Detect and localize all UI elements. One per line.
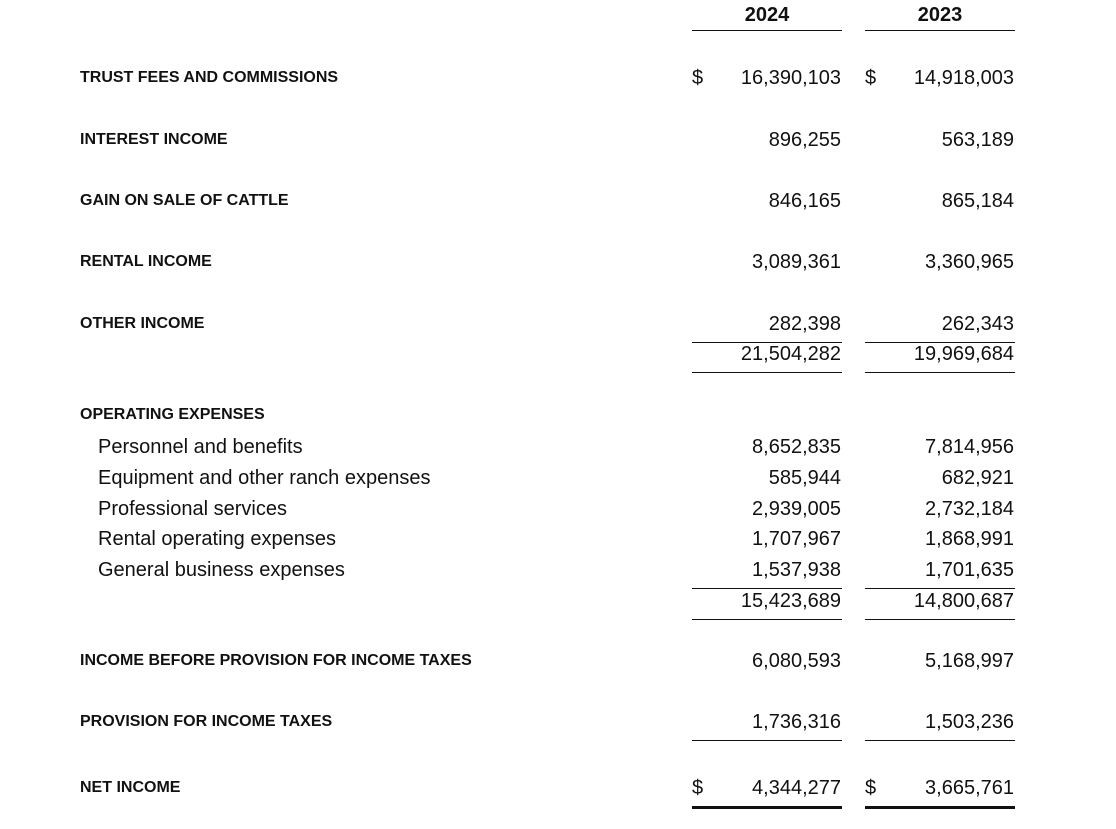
row-label: OPERATING EXPENSES xyxy=(80,406,265,423)
row-label: Personnel and benefits xyxy=(98,436,303,458)
amount: 2,732,184 xyxy=(925,498,1014,520)
amount: 8,652,835 xyxy=(752,436,841,458)
value-cell-2024 xyxy=(692,649,842,673)
amount: 4,344,277 xyxy=(752,777,841,799)
column-header-2024: 2024 xyxy=(692,4,842,31)
amount: 846,165 xyxy=(768,190,841,212)
row-label: General business expenses xyxy=(98,559,345,581)
row-label: PROVISION FOR INCOME TAXES xyxy=(80,713,333,730)
amount: 19,969,684 xyxy=(913,343,1014,365)
value-cell-2023 xyxy=(865,189,1015,213)
amount: 896,255 xyxy=(768,129,841,151)
amount: 1,701,635 xyxy=(925,559,1014,581)
value-cell-2023 xyxy=(865,527,1015,551)
currency-symbol: $ xyxy=(692,777,704,799)
statement-row xyxy=(0,649,1116,673)
value-cell-2023 xyxy=(865,710,1015,741)
row-label: INTEREST INCOME xyxy=(80,131,228,148)
statement-row xyxy=(0,250,1116,274)
amount: 1,503,236 xyxy=(925,711,1014,733)
statement-row xyxy=(0,710,1116,734)
amount: 2,939,005 xyxy=(752,498,841,520)
amount: 585,944 xyxy=(768,467,841,489)
amount: 21,504,282 xyxy=(740,343,841,365)
value-cell-2024 xyxy=(692,435,842,459)
row-label: RENTAL INCOME xyxy=(80,253,212,270)
value-cell-2023 xyxy=(865,312,1015,343)
value-cell-2023 xyxy=(865,66,1015,90)
row-label: Rental operating expenses xyxy=(98,528,336,550)
value-cell-2023 xyxy=(865,589,1015,620)
value-cell-2023 xyxy=(865,466,1015,490)
value-cell-2024 xyxy=(692,497,842,521)
value-cell-2024 xyxy=(692,589,842,620)
amount: 14,918,003 xyxy=(913,67,1014,89)
amount: 5,168,997 xyxy=(925,650,1014,672)
row-label: Equipment and other ranch expenses xyxy=(98,467,431,489)
value-cell-2024 xyxy=(692,312,842,343)
amount: 15,423,689 xyxy=(740,590,841,612)
value-cell-2023 xyxy=(865,497,1015,521)
column-header-2023: 2023 xyxy=(865,4,1015,31)
amount: 16,390,103 xyxy=(740,67,841,89)
value-cell-2024 xyxy=(692,558,842,589)
statement-row xyxy=(0,403,1116,427)
statement-row xyxy=(0,66,1116,90)
amount: 282,398 xyxy=(768,313,841,335)
row-label: INCOME BEFORE PROVISION FOR INCOME TAXES xyxy=(80,652,472,669)
amount: 1,707,967 xyxy=(752,528,841,550)
amount: 563,189 xyxy=(941,129,1014,151)
amount: 682,921 xyxy=(941,467,1014,489)
value-cell-2023 xyxy=(865,128,1015,152)
value-cell-2023 xyxy=(865,558,1015,589)
value-cell-2024 xyxy=(692,250,842,274)
amount: 3,665,761 xyxy=(925,777,1014,799)
value-cell-2023 xyxy=(865,342,1015,373)
statement-row xyxy=(0,776,1116,800)
statement-row xyxy=(0,558,1116,582)
amount: 1,537,938 xyxy=(752,559,841,581)
statement-row xyxy=(0,466,1116,490)
amount: 1,868,991 xyxy=(925,528,1014,550)
statement-row xyxy=(0,527,1116,551)
value-cell-2024 xyxy=(692,776,842,809)
amount: 3,360,965 xyxy=(925,251,1014,273)
statement-row xyxy=(0,342,1116,366)
statement-row xyxy=(0,312,1116,336)
value-cell-2023 xyxy=(865,250,1015,274)
row-label: TRUST FEES AND COMMISSIONS xyxy=(80,69,339,86)
amount: 1,736,316 xyxy=(752,711,841,733)
value-cell-2024 xyxy=(692,128,842,152)
value-cell-2023 xyxy=(865,435,1015,459)
amount: 865,184 xyxy=(941,190,1014,212)
amount: 6,080,593 xyxy=(752,650,841,672)
statement-row xyxy=(0,497,1116,521)
statement-row xyxy=(0,128,1116,152)
value-cell-2024 xyxy=(692,189,842,213)
statement-row xyxy=(0,435,1116,459)
value-cell-2024 xyxy=(692,466,842,490)
row-label: GAIN ON SALE OF CATTLE xyxy=(80,192,289,209)
row-label: OTHER INCOME xyxy=(80,315,205,332)
value-cell-2024 xyxy=(692,342,842,373)
amount: 3,089,361 xyxy=(752,251,841,273)
value-cell-2024 xyxy=(692,710,842,741)
row-label: NET INCOME xyxy=(80,779,181,796)
row-label: Professional services xyxy=(98,498,287,520)
currency-symbol: $ xyxy=(865,777,877,799)
amount: 262,343 xyxy=(941,313,1014,335)
currency-symbol: $ xyxy=(692,67,704,89)
value-cell-2023 xyxy=(865,776,1015,809)
value-cell-2023 xyxy=(865,649,1015,673)
value-cell-2024 xyxy=(692,66,842,90)
amount: 14,800,687 xyxy=(913,590,1014,612)
statement-row xyxy=(0,189,1116,213)
currency-symbol: $ xyxy=(865,67,877,89)
value-cell-2024 xyxy=(692,527,842,551)
statement-row xyxy=(0,589,1116,613)
amount: 7,814,956 xyxy=(925,436,1014,458)
